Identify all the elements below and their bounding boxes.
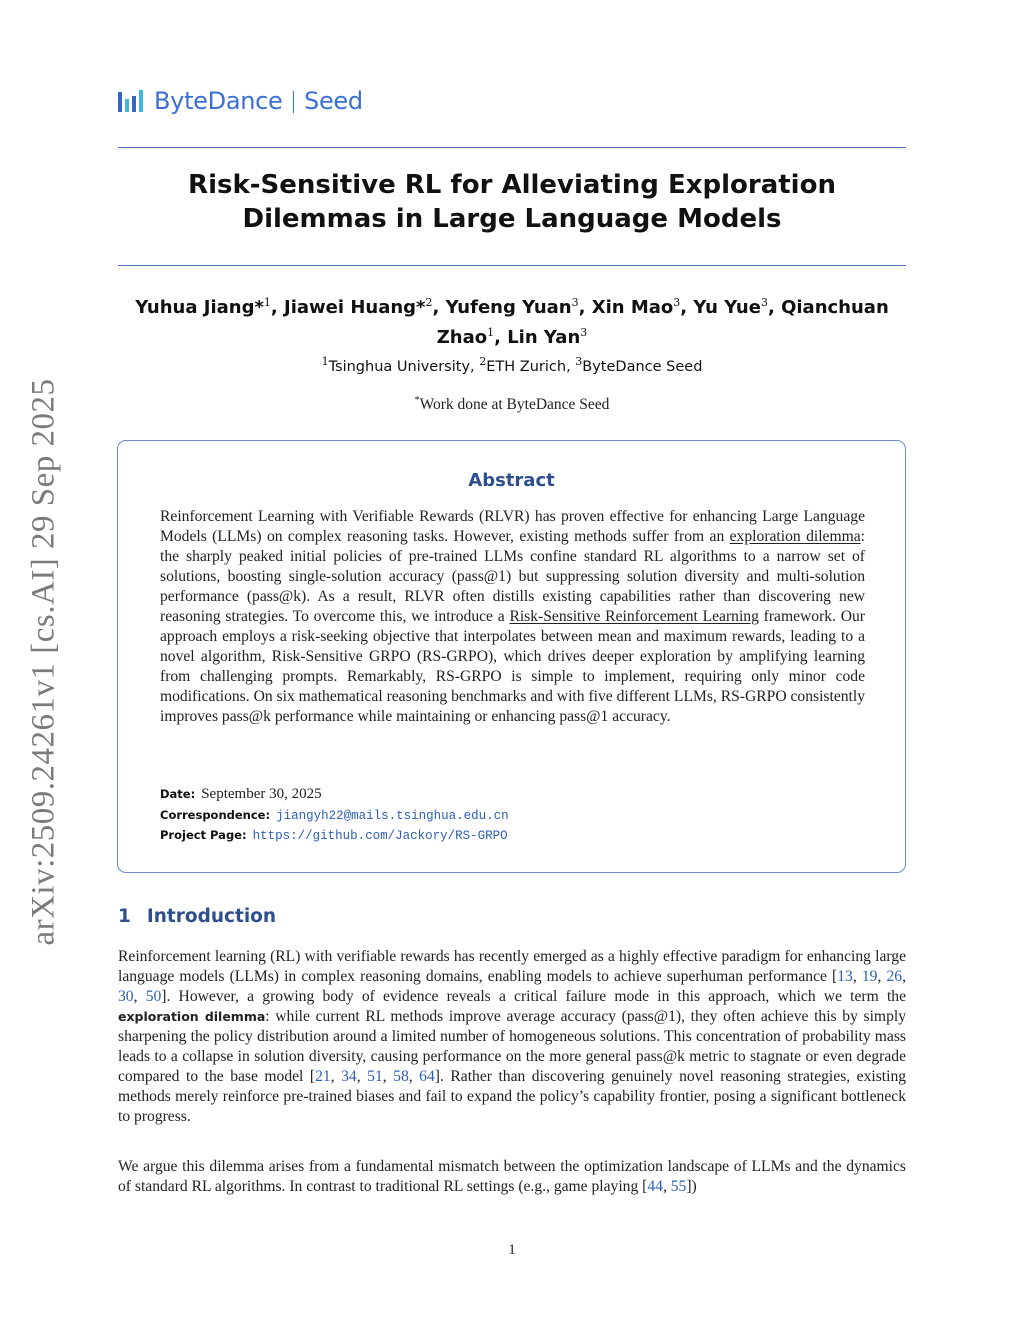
- correspondence-email-link[interactable]: jiangyh22@mails.tsinghua.edu.cn: [276, 809, 509, 823]
- logo-separator: [293, 91, 295, 113]
- author-name: Xin Mao: [591, 297, 674, 318]
- author-affiliation-mark: 3: [571, 296, 579, 309]
- citation-link[interactable]: 58: [393, 1068, 409, 1085]
- citation-link[interactable]: 34: [341, 1068, 357, 1085]
- citation-link[interactable]: 21: [315, 1068, 331, 1085]
- section-heading-introduction: [118, 906, 276, 927]
- author-name: Yuhua Jiang*: [135, 297, 264, 318]
- correspondence-label: Correspondence:: [160, 808, 271, 822]
- bold-term: exploration dilemma: [118, 1009, 266, 1024]
- author-affiliation-mark: 3: [760, 296, 768, 309]
- title-top-rule: [118, 147, 906, 148]
- note-text: Work done at ByteDance Seed: [419, 396, 610, 414]
- arxiv-identifier: arXiv:2509.24261v1 [cs.AI] 29 Sep 2025: [25, 378, 62, 946]
- text-run: We argue this dilemma arises from a fundamental mismatch between the optimization landscape of LLMs and the dynamics of standard RL algorithms. In contrast to traditional RL settings (e.g., game playing [: [118, 1158, 906, 1195]
- citation-link[interactable]: 55: [670, 1178, 687, 1195]
- affiliation-mark: 2: [479, 355, 487, 368]
- affiliation-name: ByteDance Seed: [582, 358, 703, 375]
- author-name: Yufeng Yuan: [445, 297, 572, 318]
- author-affiliation-mark: 1: [487, 326, 495, 339]
- citation-link[interactable]: 44: [647, 1178, 663, 1195]
- project-page-line: [160, 825, 865, 843]
- author-affiliation-mark: 3: [673, 296, 681, 309]
- citation-link[interactable]: 50: [145, 988, 162, 1005]
- text-run: ,: [356, 1068, 368, 1085]
- logo-brand-text: ByteDance: [154, 87, 283, 115]
- author-affiliation-mark: 1: [263, 296, 271, 309]
- text-run: ]. However, a growing body of evidence reveals a critical failure mode in this approach, which we term the: [161, 988, 906, 1005]
- date-value: September 30, 2025: [201, 786, 322, 802]
- section-title: Introduction: [146, 906, 277, 927]
- author-name: Jiawei Huang*: [284, 297, 426, 318]
- bytedance-seed-logo: [118, 86, 363, 116]
- text-run: ]): [686, 1178, 697, 1195]
- text-run: : while current RL methods improve average accuracy (pass@1), they often achieve this by simply sharpening the policy distribution around a limited number of homogeneous solutions. This concentration of probability mass leads to a collapse in solution diversity, causing performance on the more general pass@k metric to stagnate or even degrade compared to the base model [: [118, 1008, 906, 1085]
- text-run: ,: [877, 968, 887, 985]
- affiliation-mark: 1: [321, 355, 329, 368]
- term-risk-sensitive-rl: Risk-Sensitive Reinforcement Learning: [509, 608, 759, 625]
- text-run: Reinforcement learning (RL) with verifiable rewards has recently emerged as a highly effective paradigm for enhancing large language models (LLMs) in complex reasoning domains, enabling models to achieve superhuman performance [: [118, 948, 906, 985]
- intro-paragraph-1: [118, 947, 906, 1127]
- text-run: ,: [662, 1178, 671, 1195]
- intro-paragraph-2: [118, 1157, 906, 1197]
- affiliation-name: Tsinghua University: [328, 358, 471, 375]
- author-name: Qianchuan Zhao: [436, 297, 889, 348]
- citation-link[interactable]: 26: [886, 968, 903, 985]
- affiliation-name: ETH Zurich: [486, 358, 567, 375]
- citation-link[interactable]: 51: [367, 1068, 383, 1085]
- text-run: ,: [408, 1068, 420, 1085]
- author-list: Yuhua Jiang*$^1$, Jiawei Huang*$^2$, Yufeng Yuan$^3$, Xin Mao$^3$, Yu Yue$^3$, Qianchuan Zhao$^1$, Lin Yan$^3$: [135, 296, 889, 348]
- text-run: ,: [852, 968, 862, 985]
- author-affiliation-mark: 3: [580, 326, 588, 339]
- text-run: ,: [133, 988, 146, 1005]
- text-run: ,: [382, 1068, 394, 1085]
- bytedance-logo-icon: [118, 88, 146, 114]
- affiliation-mark: 3: [575, 355, 583, 368]
- affiliation-list: $^1$Tsinghua University, $^2$ETH Zurich, $^3$ByteDance Seed: [321, 355, 703, 375]
- date-line: [160, 784, 865, 803]
- author-name: Lin Yan: [507, 327, 581, 348]
- title-bottom-rule: [118, 265, 906, 266]
- text-run: ,: [330, 1068, 342, 1085]
- author-name: Yu Yue: [693, 297, 761, 318]
- correspondence-line: [160, 805, 865, 823]
- abstract-text: Reinforcement Learning with Verifiable Rewards (RLVR) has proven effective for enhancing Large Language Models (LLMs) on complex reasoning tasks. However, existing methods suffer from an exploration dilemma: the sharply peaked initial policies of pre-trained LLMs confine standard RL algorithms to a narrow set of solutions, boosting single-solution accuracy (pass@1) but suppressing solution diversity and multi-solution performance (pass@k). As a result, RLVR often distills existing capabilities rather than discovering new reasoning strategies. To overcome this, we introduce a Risk-Sensitive Reinforcement Learning framework. Our approach employs a risk-seeking objective that interpolates between mean and maximum rewards, leading to a novel algorithm, Risk-Sensitive GRPO (RS-GRPO), which drives deeper exploration by amplifying learning from challenging prompts. Remarkably, RS-GRPO is simple to implement, requiring only minor code modifications. On six mathematical reasoning benchmarks and with five different LLMs, RS-GRPO consistently improves pass@k performance while maintaining or enhancing pass@1 accuracy.: [160, 508, 865, 725]
- project-page-label: Project Page:: [160, 828, 247, 842]
- project-page-link[interactable]: https://github.com/Jackory/RS-GRPO: [252, 829, 508, 843]
- citation-link[interactable]: 64: [419, 1068, 435, 1085]
- paper-title: Risk-Sensitive RL for Alleviating Exploration Dilemmas in Large Language Models: [188, 170, 836, 234]
- logo-product-text: Seed: [304, 87, 363, 115]
- page-number: 1: [508, 1242, 516, 1258]
- footnote-note: *Work done at ByteDance Seed: [414, 395, 610, 414]
- term-exploration-dilemma: exploration dilemma: [729, 528, 861, 545]
- section-number: 1: [118, 906, 131, 927]
- abstract-heading: Abstract: [468, 470, 555, 491]
- citation-link[interactable]: 30: [118, 988, 134, 1005]
- text-run: ]. Rather than discovering genuinely novel reasoning strategies, existing methods merely reinforce pre-trained biases and fail to expand the policy’s capability frontier, posing a significant bottleneck to progress.: [118, 1068, 907, 1125]
- date-label: Date:: [160, 787, 196, 801]
- author-affiliation-mark: 2: [425, 296, 433, 309]
- text-run: ,: [902, 968, 906, 985]
- citation-link[interactable]: 19: [861, 968, 878, 985]
- citation-link[interactable]: 13: [837, 968, 853, 985]
